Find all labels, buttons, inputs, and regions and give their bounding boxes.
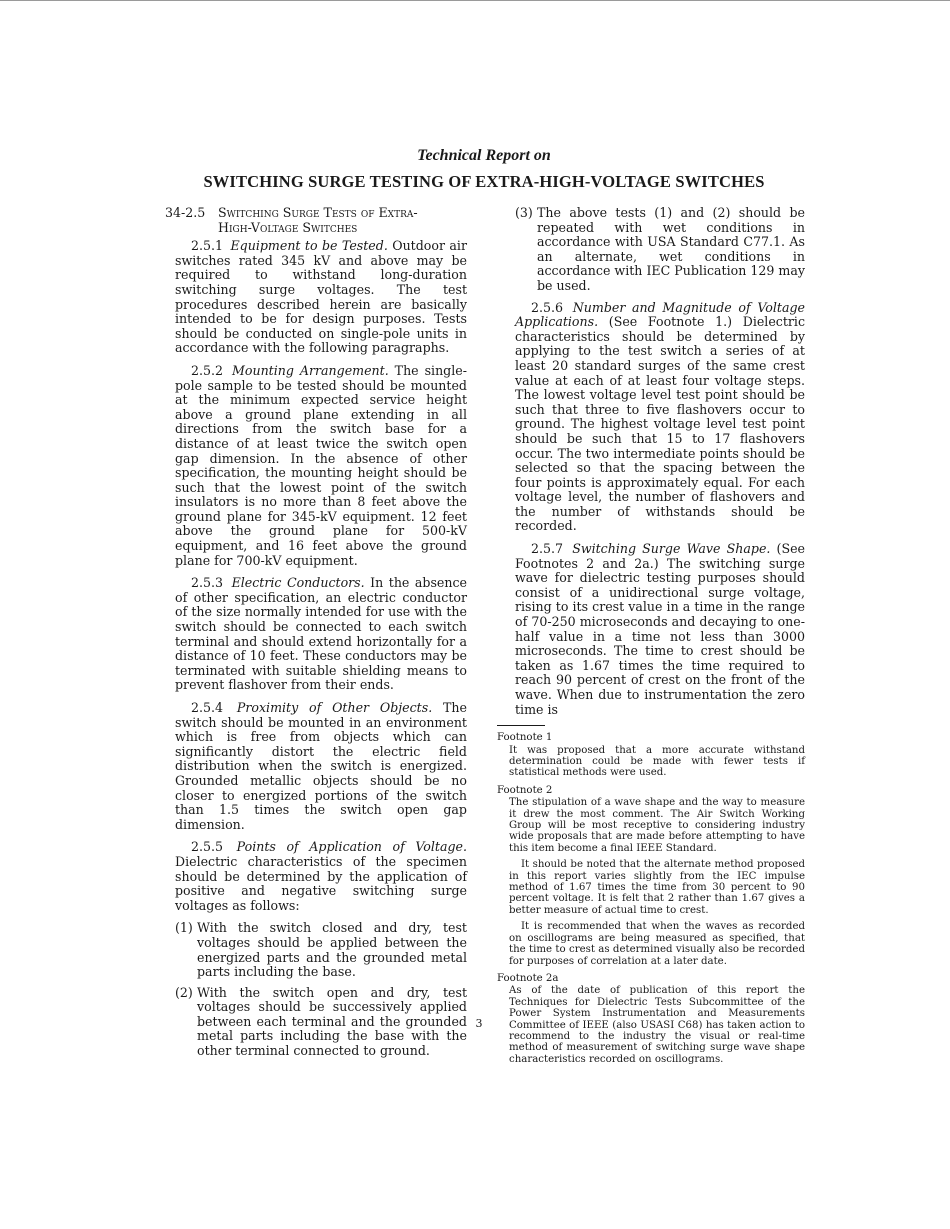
section-heading-line1: Switching Surge Tests of Extra- (218, 205, 418, 220)
footnote-1-label: Footnote 1 (497, 732, 553, 744)
paragraph-number: 2.5.3 (191, 575, 224, 591)
list-item-text: With the switch open and dry, test voltages should be successively applied between each terminal and the grounded metal parts including the base with the other terminal connected to ground. (197, 984, 467, 1059)
paragraph-2-5-1 (175, 239, 467, 356)
paragraph-text: The single-pole sample to be tested should be mounted at the minimum expected service height above a ground plane extending in all directions from the switch base for a distance of at least twice the switch open gap dimension. In the absence of other specification, the mounting height should be such that the lowest point of the switch insulators is no more than 8 feet above the ground plane for 345-kV equipment. 12 feet above the ground plane for 500-kV equipment, and 16 feet above the ground plane for 700-kV equipment. (175, 362, 467, 568)
paragraph-text: (See Footnote 1.) Dielectric characteristics should be determined by applying to the test switch a series of at least 20 standard surges of the same crest value at each of at least four voltage steps. The lowest voltage level test point should be such that three to five flashovers occur to ground. The highest voltage level test point should be such that 15 to 17 flashovers occur. The two intermediate points should be selected so that the spacing between the four points is approximately equal. For each voltage level, the number of flashovers and the number of withstands should be recorded. (515, 314, 805, 534)
paragraph-number: 2.5.7 (531, 541, 564, 557)
paragraph-2-5-2 (175, 364, 467, 568)
section-number: 34-2.5 (165, 205, 206, 220)
paragraph-2-5-7 (515, 542, 805, 717)
paragraph-2-5-3 (175, 576, 467, 693)
paragraph-text: In the absence of other specification, an electric conductor of the size normally intended for use with the switch should be connected to each switch terminal and should extend horizontally for a distance of 10 feet. These conductors may be terminated with suitable shielding means to prevent flashover from their ends. (175, 575, 467, 693)
paragraph-title: Proximity of Other Objects. (236, 700, 433, 715)
list-item-number: (2) (175, 984, 193, 1000)
paragraph-text: (See Footnotes 2 and 2a.) The switching surge wave for dielectric testing purposes should consist of a unidirectional surge voltage, rising to its crest value in a time in the range of 70-250 microseconds and decaying to one-half value in a time not less than 3000 microseconds. The time to crest should be taken as 1.67 times the time required to reach 90 percent of crest on the front of the wave. When due to instrumentation the zero time is (515, 541, 805, 717)
paragraph-number: 2.5.5 (191, 839, 224, 855)
paragraph-text: Outdoor air switches rated 345 kV and above may be required to withstand long-duration switching surge voltages. The test procedures described herein are basically intended to be for design purposes. Tests should be conducted on single-pole units in accordance with the following paragraphs. (175, 238, 467, 356)
paragraph-number: 2.5.6 (531, 299, 564, 315)
paragraph-text: Dielectric characteristics of the specimen should be determined by the application of positive and negative switching surge voltages as follows: (175, 853, 467, 913)
paragraph-2-5-4 (175, 701, 467, 832)
page-top-border (0, 0, 950, 1)
section-heading (165, 205, 467, 235)
paragraph-text: The switch should be mounted in an environment which is free from objects which can significantly distort the electric field distribution when the switch is energized. Grounded metallic objects should be no closer to energized portions of the switch than 1.5 times the switch open gap dimension. (175, 700, 467, 832)
paragraph-number: 2.5.2 (191, 362, 224, 378)
report-title: SWITCHING SURGE TESTING OF EXTRA-HIGH-VOLTAGE SWITCHES (203, 172, 765, 191)
section-heading-line2: High-Voltage Switches (218, 219, 358, 235)
paragraph-title: Switching Surge Wave Shape. (572, 541, 771, 557)
list-item (515, 206, 805, 294)
footnote-2-text: It should be noted that the alternate method proposed in this report varies slightly from the IEC impulse method of 1.67 times the time from 30 percent to 90 percent voltage. It is felt that 2 rather than 1.67 gives a better measure of actual time to crest. (509, 859, 805, 916)
footnote-1-text: It was proposed that a more accurate withstand determination could be made with fewer tests if statistical methods were used. (509, 744, 805, 779)
left-column (165, 205, 467, 1065)
report-kicker: Technical Report on (417, 147, 551, 164)
footnote-2-label: Footnote 2 (497, 784, 553, 796)
paragraph-title: Equipment to be Tested. (230, 238, 388, 254)
list-item-text: With the switch closed and dry, test voltages should be applied between the energized parts and the grounded metal parts including the base. (197, 920, 467, 980)
page-number: 3 (475, 1017, 483, 1030)
list-item-text: The above tests (1) and (2) should be repeated with wet conditions in accordance with USA Standard C77.1. As an alternate, wet conditions in accordance with IEC Publication 129 may be used. (537, 205, 805, 293)
footnote-2a-label: Footnote 2a (497, 972, 559, 984)
paragraph-2-5-5 (175, 840, 467, 913)
list-item-number: (3) (515, 205, 533, 220)
paragraph-title: Mounting Arrangement. (231, 362, 389, 378)
right-column (497, 205, 805, 1070)
paragraph-title: Points of Application of Voltage. (236, 839, 467, 855)
footnotes (497, 732, 805, 1065)
paragraph-title: Electric Conductors. (231, 575, 365, 591)
footnote-2a-text: As of the date of publication of this report the Techniques for Dielectric Tests Subcommittee of the Power System Instrumentation and Measurements Committee of IEEE (also USASI C68) has taken action to recommend to the industry the visual or real-time method of measurement of switching surge wave shape characteristics recorded on oscillograms. (509, 985, 805, 1065)
footnote-divider (497, 725, 545, 726)
footnote-2-text: The stipulation of a wave shape and the way to measure it drew the most comment. The Air Switch Working Group will be most receptive to considering industry wide proposals that are made before attempting to have this item become a final IEEE Standard. (509, 797, 805, 854)
paragraph-number: 2.5.4 (191, 700, 224, 715)
footnote-2-text: It is recommended that when the waves as recorded on oscillograms are being measured as specified, that the time to crest as determined visually also be recorded for purposes of correlation at a later date. (509, 921, 805, 967)
paragraph-2-5-6 (515, 301, 805, 535)
list-item-number: (1) (175, 920, 193, 936)
paragraph-number: 2.5.1 (191, 238, 224, 254)
paragraph-title: Number and Magnitude of Voltage Applications. (515, 299, 805, 330)
list-item (175, 921, 467, 979)
